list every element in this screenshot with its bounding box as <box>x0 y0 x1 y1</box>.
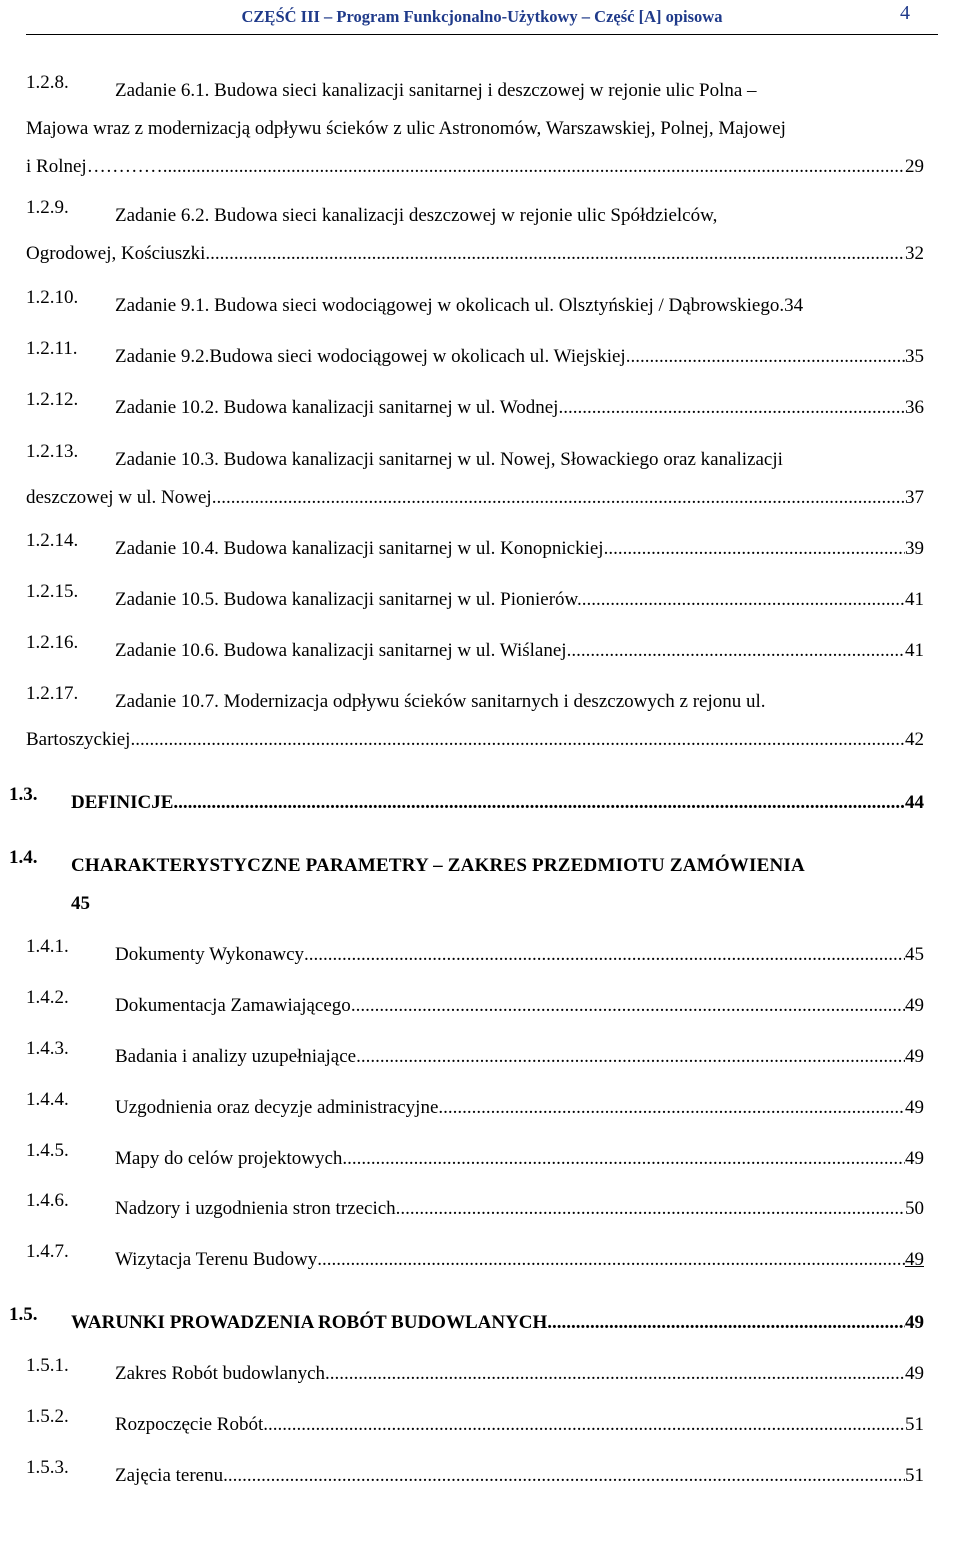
leader-dots <box>317 1241 905 1279</box>
toc-entry[interactable] <box>26 1241 924 1279</box>
toc-entry[interactable] <box>26 1038 924 1076</box>
toc-entry-page: 51 <box>905 1414 924 1435</box>
toc-entry-title: Uzgodnienia oraz decyzje administracyjne <box>115 1097 439 1118</box>
toc-entry[interactable] <box>26 1089 924 1127</box>
toc-entry-number: 1.4.1. <box>26 936 69 957</box>
toc-entry-title: Zadanie 10.6. Budowa kanalizacji sanitarnej w ul. Wiślanej. <box>115 640 572 661</box>
leader-dots <box>263 1406 905 1444</box>
toc-entry-number: 1.2.9. <box>26 197 69 218</box>
toc-entry-number: 1.2.12. <box>26 389 79 410</box>
leader-dots <box>325 1355 905 1393</box>
toc-entry[interactable] <box>26 1190 924 1228</box>
toc-entry-title: Dokumenty Wykonawcy <box>115 944 304 965</box>
toc-entry[interactable] <box>26 72 924 186</box>
toc-entry-number: 1.4. <box>9 847 38 868</box>
toc-entry-page: 39 <box>905 538 924 559</box>
toc-entry-title: Zadanie 9.1. Budowa sieci wodociągowej w okolicach ul. Olsztyńskiej / Dąbrowskiego. <box>115 295 785 316</box>
leader-dots <box>438 1089 905 1127</box>
leader-dots <box>626 338 905 376</box>
toc-entry-page: 36 <box>905 397 924 418</box>
toc-entry-number: 1.4.4. <box>26 1089 69 1110</box>
toc-entry-title: Zadanie 10.5. Budowa kanalizacji sanitarnej w ul. Pionierów. <box>115 589 582 610</box>
toc-entry-page: 44 <box>905 792 924 813</box>
toc-entry[interactable] <box>26 1406 924 1444</box>
toc-entry-number: 1.3. <box>9 784 38 805</box>
toc-entry-number: 1.4.3. <box>26 1038 69 1059</box>
toc-entry[interactable] <box>26 632 924 670</box>
toc-entry-number: 1.2.10. <box>26 287 79 308</box>
toc-entry-number: 1.2.11. <box>26 338 78 359</box>
toc-entry-number: 1.2.8. <box>26 72 69 93</box>
toc-entry-number: 1.5.1. <box>26 1355 69 1376</box>
toc-entry[interactable] <box>26 441 924 517</box>
toc-entry-page: 49 <box>905 1097 924 1118</box>
toc-entry-title: Rozpoczęcie Robót <box>115 1414 264 1435</box>
toc-entry-title: Zakres Robót budowlanych <box>115 1363 326 1384</box>
leader-dots <box>351 987 905 1025</box>
toc-entry[interactable] <box>26 530 924 568</box>
toc-entry[interactable] <box>26 1140 924 1178</box>
toc-entry[interactable] <box>26 197 924 273</box>
toc-entry-title: Zadanie 10.2. Budowa kanalizacji sanitarnej w ul. Wodnej <box>115 397 559 418</box>
toc-entry-title-line: Zadanie 10.3. Budowa kanalizacji sanitarnej w ul. Nowej, Słowackiego oraz kanalizacji <box>115 449 783 470</box>
leader-dots <box>356 1038 905 1076</box>
leader-dots <box>304 936 905 974</box>
toc-entry[interactable] <box>26 287 924 325</box>
toc-entry-page: 32 <box>905 243 924 264</box>
toc-entry-title: Nadzory i uzgodnienia stron trzecich <box>115 1198 396 1219</box>
leader-dots <box>173 784 905 822</box>
toc-entry-title-line: deszczowej w ul. Nowej. <box>26 487 217 508</box>
toc-entry-number: 1.2.14. <box>26 530 79 551</box>
header-title: CZĘŚĆ III – Program Funkcjonalno-Użytkowy – Część [A] opisowa <box>241 7 723 26</box>
leader-dots <box>342 1140 905 1178</box>
toc-entry-title-line: i Rolnej…………. <box>26 156 168 177</box>
toc-entry-number: 1.2.17. <box>26 683 79 704</box>
toc-entry-title: Wizytacja Terenu Budowy <box>115 1249 318 1270</box>
toc-entry-title: Zajęcia terenu <box>115 1465 224 1486</box>
toc-entry[interactable] <box>26 1355 924 1393</box>
leader-dots <box>547 1304 905 1342</box>
toc-entry-page: 49 <box>905 1046 924 1067</box>
toc-entry[interactable] <box>26 581 924 619</box>
toc-entry-section[interactable] <box>9 1304 924 1342</box>
toc-entry-title: Zadanie 9.2.Budowa sieci wodociągowej w okolicach ul. Wiejskiej <box>115 346 626 367</box>
toc-entry-number: 1.5.3. <box>26 1457 69 1478</box>
leader-dots <box>210 235 905 273</box>
toc-entry-title-line: Ogrodowej, Kościuszki. <box>26 243 211 264</box>
toc-entry-page: 51 <box>905 1465 924 1486</box>
leader-dots <box>396 1190 905 1228</box>
toc-entry[interactable] <box>26 936 924 974</box>
toc-entry-title: WARUNKI PROWADZENIA ROBÓT BUDOWLANYCH <box>71 1312 548 1333</box>
toc-entry-title: Dokumentacja Zamawiającego <box>115 995 351 1016</box>
toc-entry[interactable] <box>26 338 924 376</box>
toc-entry-page: 45 <box>905 944 924 965</box>
toc-entry-section[interactable] <box>9 847 924 923</box>
toc-entry[interactable] <box>26 1457 924 1495</box>
toc-entry-number: 1.4.7. <box>26 1241 69 1262</box>
toc-entry-page: 35 <box>905 346 924 367</box>
toc-entry-page: 49 <box>905 1363 924 1384</box>
toc-entry-title: DEFINICJE <box>71 792 174 813</box>
toc-entry-number: 1.4.6. <box>26 1190 69 1211</box>
toc-entry-number: 1.4.5. <box>26 1140 69 1161</box>
leader-dots <box>216 479 905 517</box>
toc-entry-title-line: Zadanie 10.7. Modernizacja odpływu ścieków sanitarnych i deszczowych z rejonu ul. <box>115 691 766 712</box>
toc-entry-title-line: Zadanie 6.1. Budowa sieci kanalizacji sanitarnej i deszczowej w rejonie ulic Polna – <box>115 80 757 101</box>
toc-entry-page: 49 <box>905 995 924 1016</box>
toc-entry-page: 34 <box>784 295 804 316</box>
leader-dots <box>571 632 905 670</box>
toc-entry-number: 1.2.16. <box>26 632 79 653</box>
toc-entry-number: 1.5. <box>9 1304 38 1325</box>
page-header <box>26 0 938 35</box>
toc-entry-number: 1.4.2. <box>26 987 69 1008</box>
toc-entry-title: Badania i analizy uzupełniające <box>115 1046 357 1067</box>
toc-entry-page: 41 <box>905 640 924 661</box>
toc-entry-page: 29 <box>905 156 924 177</box>
toc-entry[interactable] <box>26 683 924 759</box>
leader-dots <box>223 1457 905 1495</box>
toc-entry-section[interactable] <box>9 784 924 822</box>
toc-entry-page: 37 <box>905 487 924 508</box>
page-number: 4 <box>900 2 910 24</box>
toc-entry-number: 1.5.2. <box>26 1406 69 1427</box>
leader-dots <box>582 581 905 619</box>
leader-dots <box>167 148 905 186</box>
toc-entry[interactable] <box>26 389 924 427</box>
toc-entry-page: 45 <box>71 893 90 914</box>
toc-entry-page: 49 <box>905 1148 924 1169</box>
toc-entry[interactable] <box>26 987 924 1025</box>
toc-entry-title: Mapy do celów projektowych <box>115 1148 343 1169</box>
toc-entry-title: Zadanie 10.4. Budowa kanalizacji sanitarnej w ul. Konopnickiej. <box>115 538 609 559</box>
toc-entry-title: CHARAKTERYSTYCZNE PARAMETRY – ZAKRES PRZEDMIOTU ZAMÓWIENIA <box>71 855 805 876</box>
toc-entry-number: 1.2.15. <box>26 581 79 602</box>
toc-entry-page: 41 <box>905 589 924 610</box>
toc-entry-title-line: Bartoszyckiej. <box>26 729 136 750</box>
leader-dots <box>558 389 905 427</box>
leader-dots <box>135 721 905 759</box>
toc-entry-number: 1.2.13. <box>26 441 79 462</box>
toc-entry-page: 42 <box>905 729 924 750</box>
toc-entry-page: 49 <box>905 1312 924 1333</box>
toc-entry-title-line: Majowa wraz z modernizacją odpływu ścieków z ulic Astronomów, Warszawskiej, Polnej, Majowej <box>26 118 786 139</box>
toc-entry-page: 50 <box>905 1198 924 1219</box>
leader-dots <box>608 530 905 568</box>
toc-entry-page: 49 <box>905 1249 924 1270</box>
toc-entry-title-line: Zadanie 6.2. Budowa sieci kanalizacji deszczowej w rejonie ulic Spółdzielców, <box>115 205 718 226</box>
